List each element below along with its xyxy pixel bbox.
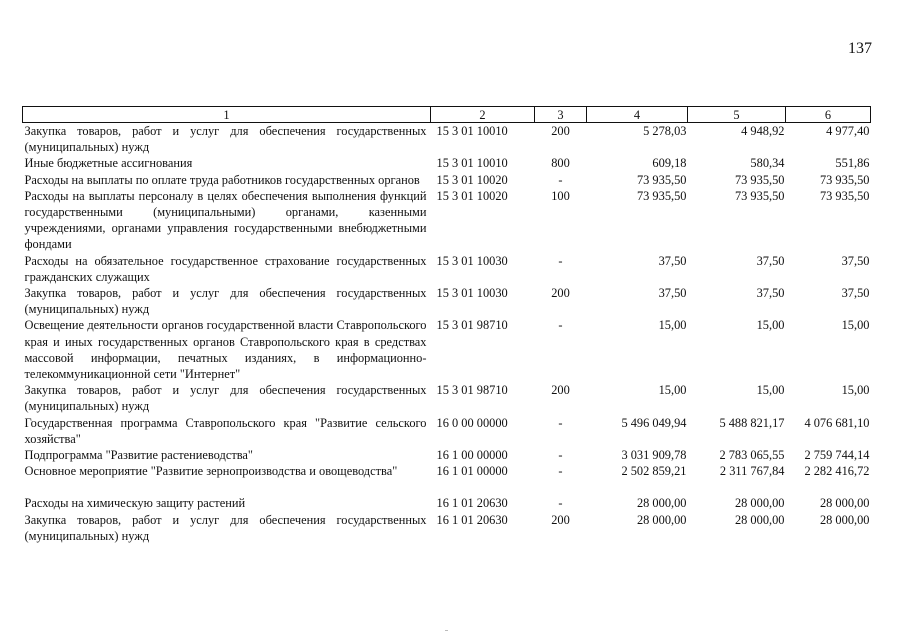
row-type: 200: [551, 286, 570, 301]
header-cell-1: 1: [23, 107, 431, 123]
row-value-3: 37,50: [841, 286, 870, 301]
row-type: -: [558, 318, 563, 333]
row-value-3: 28 000,00: [819, 496, 870, 511]
row-value-2: 15,00: [756, 383, 785, 398]
row-value-1: 5 278,03: [643, 124, 687, 138]
row-code: 16 1 00 00000: [436, 448, 508, 463]
table-row: [23, 317, 871, 382]
row-value-2: 37,50: [756, 286, 785, 301]
row-type: -: [558, 172, 563, 187]
header-cell-6: 6: [786, 107, 871, 123]
row-value-3: 2 759 744,14: [804, 448, 870, 463]
row-value-1: 37,50: [658, 286, 687, 301]
row-name: Подпрограмма "Развитие растениеводства": [24, 448, 253, 463]
table-row: [23, 512, 871, 544]
spacer-row: [23, 479, 871, 495]
row-code: 16 0 00 00000: [436, 415, 508, 430]
row-value-2: 73 935,50: [734, 172, 785, 187]
table-row: [23, 495, 871, 511]
row-type: 200: [551, 512, 570, 527]
row-name: Расходы на выплаты персоналу в целях обеспечения выполнения функций государственными (муниципальными) органами, казенными учреждениями, органами управления государственными внебюджетными фондами: [24, 188, 427, 252]
header-cell-5: 5: [688, 107, 786, 123]
row-value-1: 37,50: [658, 253, 687, 268]
row-type: -: [558, 253, 563, 268]
row-type: -: [558, 448, 563, 463]
table-row: [23, 447, 871, 463]
row-value-2: 2 783 065,55: [719, 448, 785, 463]
row-name: Закупка товаров, работ и услуг для обеспечения государственных (муниципальных) нужд: [24, 124, 427, 155]
row-value-3: 28 000,00: [819, 512, 870, 527]
table-row: [23, 155, 871, 171]
row-value-1: 15,00: [658, 318, 687, 333]
row-value-3: 15,00: [841, 318, 870, 333]
row-value-2: 73 935,50: [734, 188, 785, 203]
row-code: 15 3 01 98710: [436, 318, 508, 333]
row-name: Закупка товаров, работ и услуг для обеспечения государственных (муниципальных) нужд: [24, 383, 427, 414]
table-row: [23, 382, 871, 414]
row-name: Закупка товаров, работ и услуг для обеспечения государственных (муниципальных) нужд: [24, 286, 427, 317]
scan-mark: [445, 630, 448, 631]
row-code: 15 3 01 10010: [436, 156, 508, 171]
row-value-1: 28 000,00: [636, 496, 687, 511]
row-value-3: 73 935,50: [819, 188, 870, 203]
row-value-1: 73 935,50: [636, 172, 687, 187]
row-code: 16 1 01 20630: [436, 496, 508, 511]
row-name: Закупка товаров, работ и услуг для обеспечения государственных (муниципальных) нужд: [24, 512, 427, 543]
row-code: 16 1 01 00000: [436, 464, 508, 479]
header-cell-4: 4: [587, 107, 688, 123]
row-type: 200: [551, 383, 570, 398]
row-name: Иные бюджетные ассигнования: [24, 156, 193, 171]
row-name: Государственная программа Ставропольского края "Развитие сельского хозяйства": [24, 415, 427, 446]
row-name: Расходы на выплаты по оплате труда работников государственных органов: [24, 172, 420, 187]
row-value-1: 73 935,50: [636, 188, 687, 203]
row-value-3: 551,86: [835, 156, 870, 171]
row-code: 15 3 01 10020: [436, 172, 508, 187]
row-code: 15 3 01 10010: [436, 124, 508, 138]
row-code: 15 3 01 10030: [436, 253, 508, 268]
budget-table: [22, 106, 871, 544]
table-row: [23, 188, 871, 253]
row-value-3: 73 935,50: [819, 172, 870, 187]
row-type: 800: [551, 156, 570, 171]
row-value-1: 3 031 909,78: [621, 448, 687, 463]
row-code: 15 3 01 10030: [436, 286, 508, 301]
table-row: [23, 253, 871, 285]
row-value-2: 15,00: [756, 318, 785, 333]
row-value-3: 37,50: [841, 253, 870, 268]
row-value-1: 15,00: [658, 383, 687, 398]
row-value-3: 4 076 681,10: [804, 415, 870, 430]
table-row: [23, 415, 871, 447]
row-type: -: [558, 496, 563, 511]
row-value-2: 37,50: [756, 253, 785, 268]
spacer-cell: [23, 479, 871, 495]
row-type: -: [558, 464, 563, 479]
row-name: Освещение деятельности органов государственной власти Ставропольского края и иных государственных органов Ставропольского края в средствах массовой информации, печатных изданиях, в информационно-телекоммуникационной сети "Интернет": [24, 318, 427, 382]
table-row: [23, 463, 871, 479]
row-value-1: 5 496 049,94: [621, 415, 687, 430]
row-value-1: 28 000,00: [636, 512, 687, 527]
row-name: Основное мероприятие "Развитие зернопроизводства и овощеводства": [24, 464, 398, 479]
row-value-2: 28 000,00: [734, 496, 785, 511]
row-value-2: 580,34: [750, 156, 785, 171]
row-type: 100: [551, 188, 570, 203]
row-code: 15 3 01 98710: [436, 383, 508, 398]
row-value-3: 15,00: [841, 383, 870, 398]
row-code: 15 3 01 10020: [436, 188, 508, 203]
table-row: [23, 123, 871, 156]
table-row: [23, 172, 871, 188]
header-row: [23, 107, 871, 123]
row-value-3: 2 282 416,72: [804, 464, 870, 479]
row-value-2: 5 488 821,17: [719, 415, 785, 430]
row-code: 16 1 01 20630: [436, 512, 508, 527]
row-type: -: [558, 415, 563, 430]
row-type: 200: [551, 124, 570, 138]
row-value-2: 2 311 767,84: [719, 464, 785, 479]
row-name: Расходы на обязательное государственное страхование государственных гражданских служащих: [24, 253, 427, 284]
row-value-1: 609,18: [652, 156, 687, 171]
row-name: Расходы на химическую защиту растений: [24, 496, 246, 511]
row-value-3: 4 977,40: [826, 124, 870, 138]
page-number: 137: [848, 40, 872, 57]
header-cell-2: 2: [431, 107, 535, 123]
row-value-1: 2 502 859,21: [621, 464, 687, 479]
table-row: [23, 285, 871, 317]
header-cell-3: 3: [535, 107, 587, 123]
row-value-2: 28 000,00: [734, 512, 785, 527]
row-value-2: 4 948,92: [741, 124, 785, 138]
